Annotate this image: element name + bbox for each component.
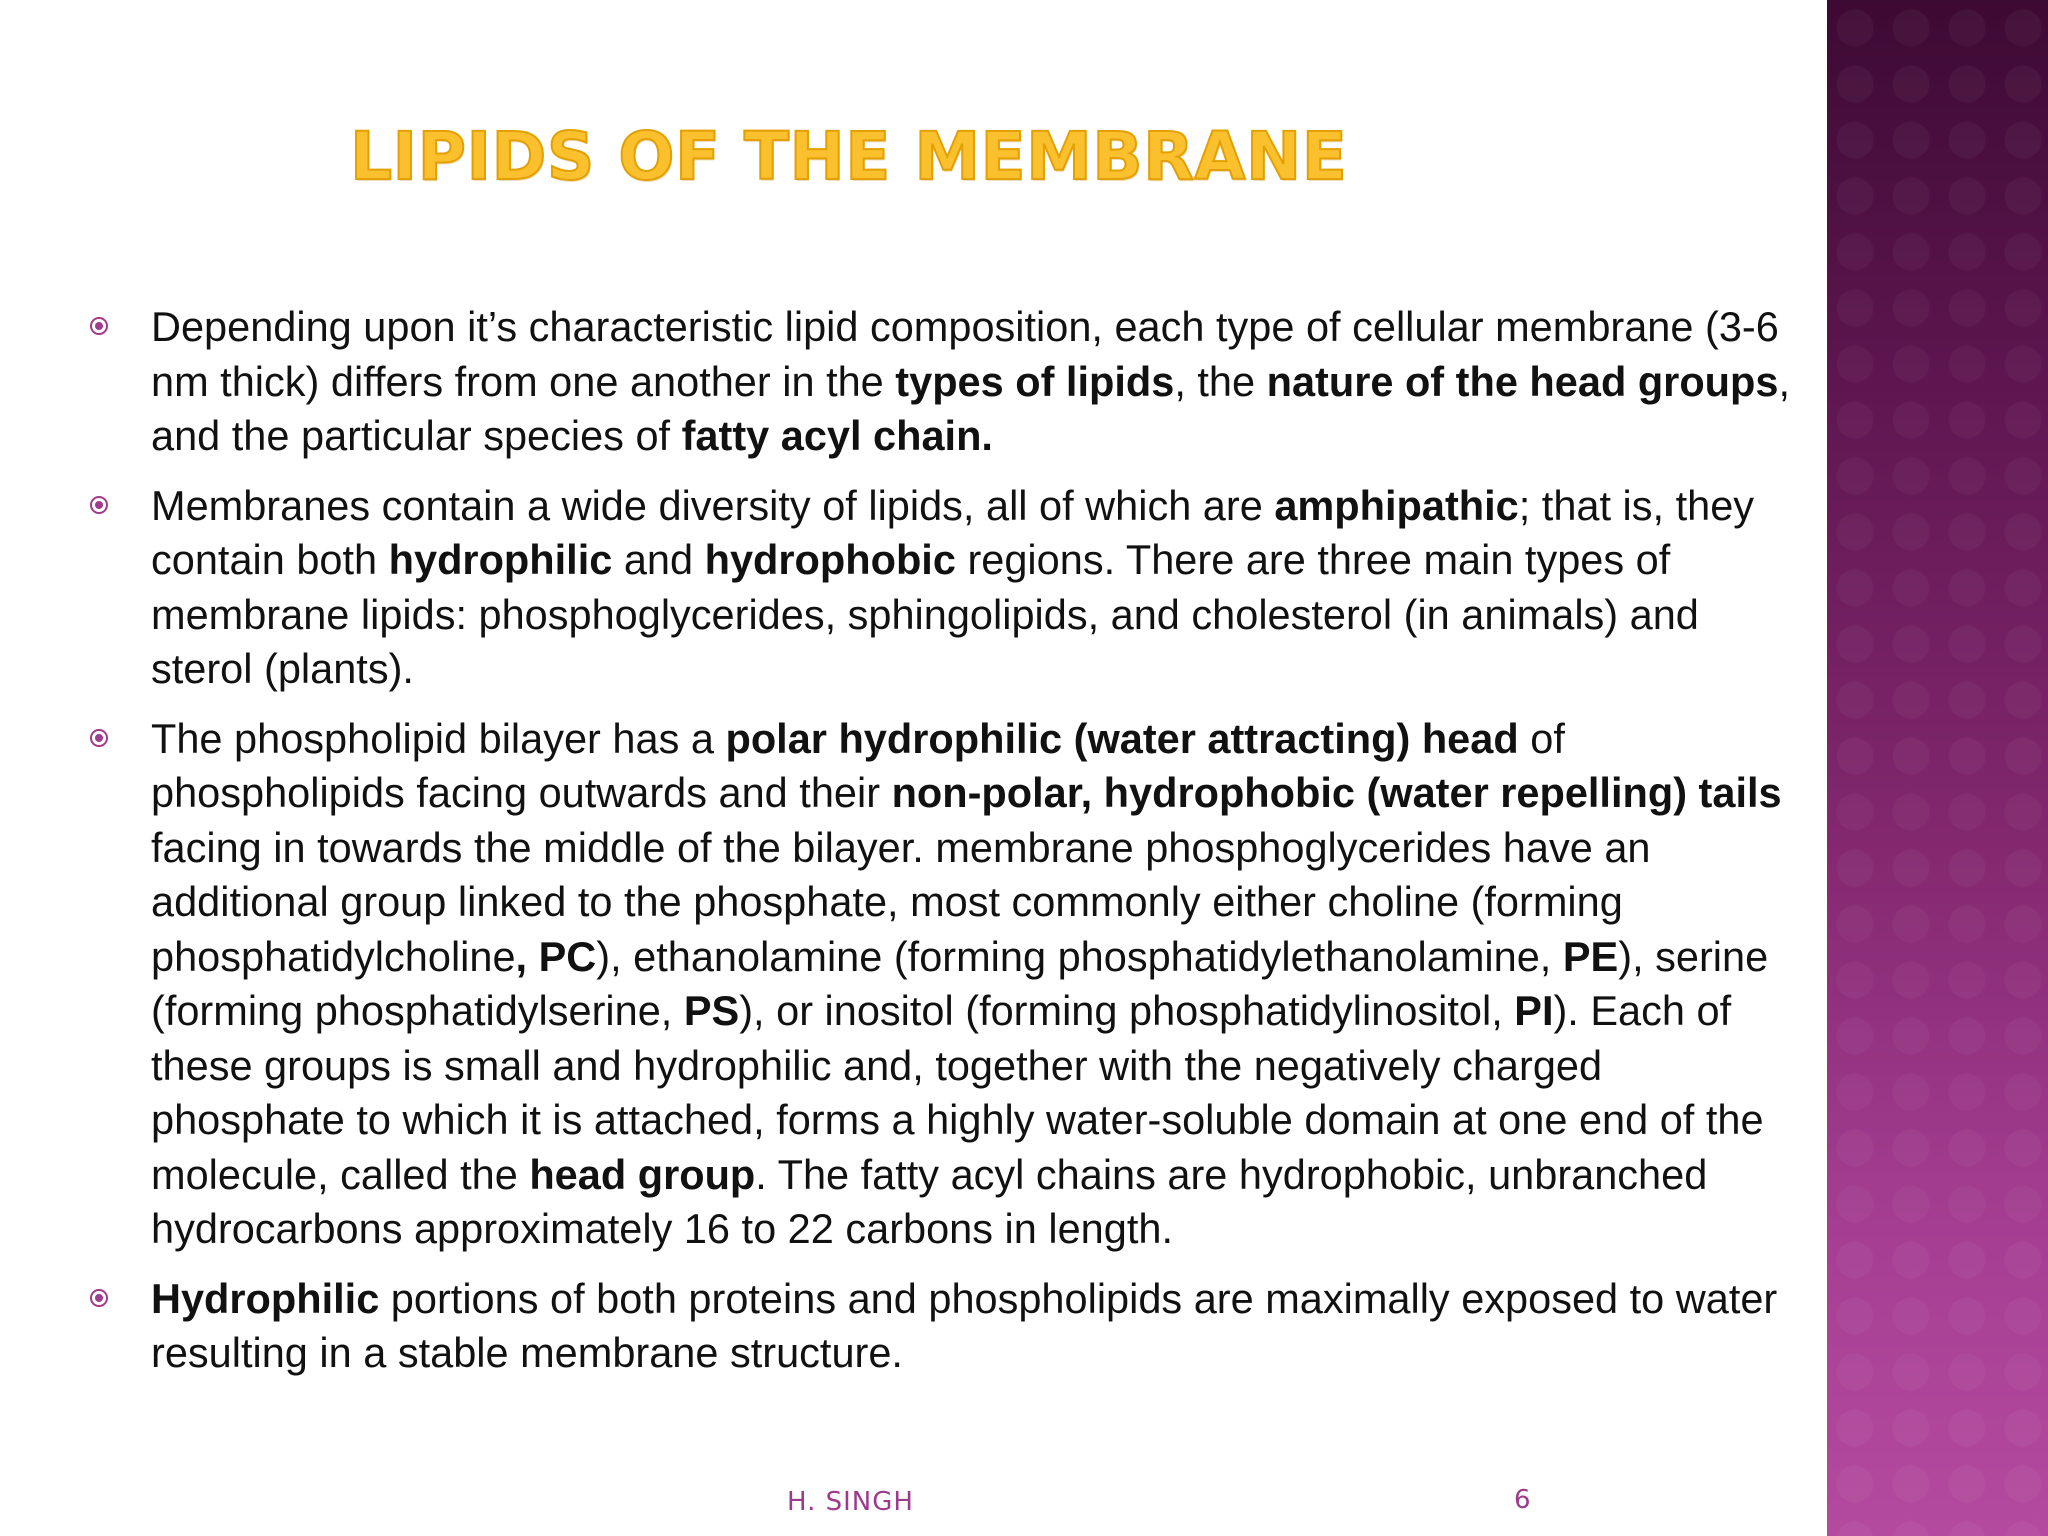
bullet-item bbox=[90, 479, 1790, 697]
circle-dot-icon bbox=[90, 496, 108, 514]
footer-author: H. SINGH bbox=[787, 1487, 914, 1517]
bullet-item bbox=[90, 712, 1790, 1257]
bullet-text: Depending upon it’s characteristic lipid composition, each type of cellular membrane (3-6 nm thick) differs from one another in the types of lipids, the nature of the head groups, and the particular species of fatty acyl chain. bbox=[151, 303, 1790, 459]
bullet-item bbox=[90, 300, 1790, 464]
bullet-list bbox=[90, 300, 1790, 1396]
bullet-text: Membranes contain a wide diversity of lipids, all of which are amphipathic; that is, they contain both hydrophilic and hydrophobic regions. There are three main types of membrane lipids: phosphoglycerides, sphingolipids, and cholesterol (in animals) and sterol (plants). bbox=[151, 481, 1755, 692]
decorative-side-panel bbox=[1827, 0, 2048, 1536]
page-number: 6 bbox=[1514, 1485, 1531, 1515]
circle-dot-icon bbox=[90, 317, 108, 335]
bullet-item bbox=[90, 1272, 1790, 1381]
circle-dot-icon bbox=[90, 729, 108, 747]
slide-title: LIPIDS OF THE MEMBRANE bbox=[350, 118, 1348, 195]
bullet-text: The phospholipid bilayer has a polar hydrophilic (water attracting) head of phospholipids facing outwards and their non-polar, hydrophobic (water repelling) tails facing in towards the middle of the bilayer. membrane phosphoglycerides have an additional group linked to the phosphate, most commonly either choline (forming phosphatidylcholine, PC), ethanolamine (forming phosphatidylethanolamine, PE), serine (forming phosphatidylserine, PS), or inositol (forming phosphatidylinositol, PI). Each of these groups is small and hydrophilic and, together with the negatively charged phosphate to which it is attached, forms a highly water-soluble domain at one end of the molecule, called the head group. The fatty acyl chains are hydrophobic, unbranched hydrocarbons approximately 16 to 22 carbons in length. bbox=[151, 714, 1782, 1252]
bullet-text: Hydrophilic portions of both proteins and phospholipids are maximally exposed to water resulting in a stable membrane structure. bbox=[151, 1274, 1778, 1376]
circle-dot-icon bbox=[90, 1289, 108, 1307]
